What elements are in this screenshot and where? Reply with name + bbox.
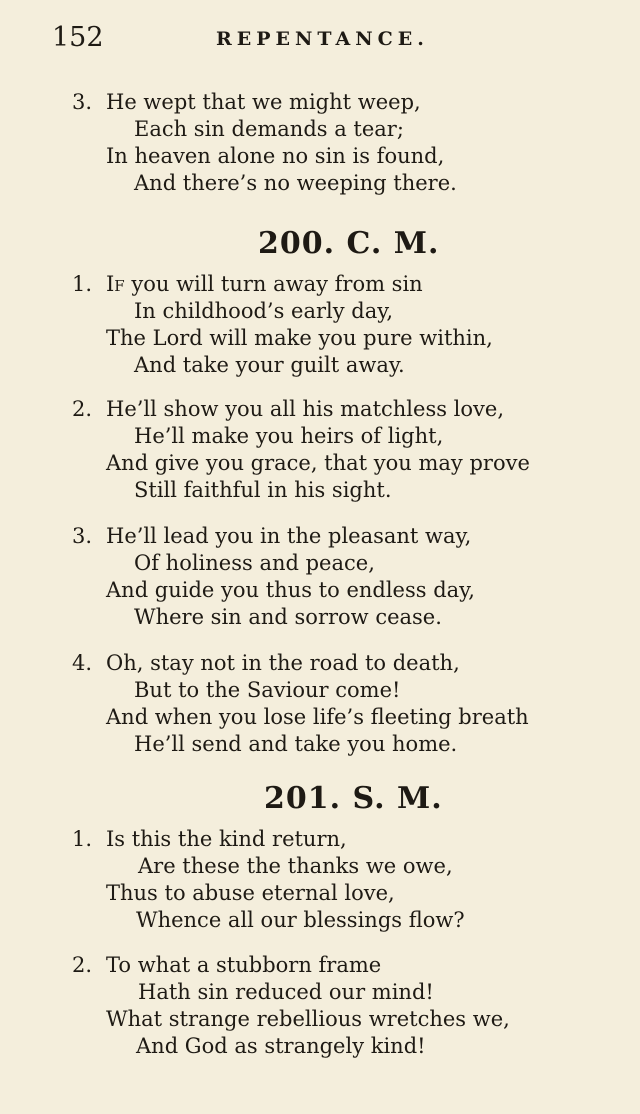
verse-line: Oh, stay not in the road to death, xyxy=(106,651,460,675)
verse-line xyxy=(106,271,423,297)
verse-line: He’ll send and take you home. xyxy=(134,732,458,756)
stanza-number: 3. xyxy=(72,90,93,114)
stanza-number: 4. xyxy=(72,651,93,675)
verse-line: And guide you thus to endless day, xyxy=(106,578,475,602)
verse-line: He’ll make you heirs of light, xyxy=(134,424,444,448)
stanza-number: 1. xyxy=(72,827,93,851)
stanza-number: 2. xyxy=(72,953,93,977)
first-word: If xyxy=(106,272,125,296)
verse-line: And give you grace, that you may prove xyxy=(106,451,530,475)
verse-line: To what a stubborn frame xyxy=(106,953,382,977)
verse-line: And God as strangely kind! xyxy=(136,1034,426,1058)
stanza-number: 2. xyxy=(72,397,93,421)
verse-line: Hath sin reduced our mind! xyxy=(138,980,434,1004)
running-head: REPENTANCE. xyxy=(216,28,429,50)
verse-line: In heaven alone no sin is found, xyxy=(106,144,445,168)
verse-line: But to the Saviour come! xyxy=(134,678,401,702)
verse-line: The Lord will make you pure within, xyxy=(106,326,493,350)
verse-line: He’ll show you all his matchless love, xyxy=(106,397,505,421)
hymn-201-title: 201. S. M. xyxy=(264,781,443,816)
verse-line: And take your guilt away. xyxy=(134,353,405,377)
verse-line: And there’s no weeping there. xyxy=(134,171,457,195)
verse-line-rest: you will turn away from sin xyxy=(124,272,423,296)
verse-line: Thus to abuse eternal love, xyxy=(106,881,395,905)
verse-line: He wept that we might weep, xyxy=(106,90,421,114)
stanza-number: 1. xyxy=(72,272,93,296)
hymn-200-title: 200. C. M. xyxy=(258,226,440,261)
verse-line: Where sin and sorrow cease. xyxy=(134,605,442,629)
verse-line: He’ll lead you in the pleasant way, xyxy=(106,524,472,548)
verse-line: Whence all our blessings flow? xyxy=(136,908,465,932)
verse-line: What strange rebellious wretches we, xyxy=(106,1007,510,1031)
verse-line: Each sin demands a tear; xyxy=(134,117,404,141)
verse-line: Is this the kind return, xyxy=(106,827,347,851)
verse-line: Are these the thanks we owe, xyxy=(138,854,453,878)
verse-line: And when you lose life’s fleeting breath xyxy=(106,705,529,729)
stanza-number: 3. xyxy=(72,524,93,548)
verse-line: In childhood’s early day, xyxy=(134,299,393,323)
verse-line: Still faithful in his sight. xyxy=(134,478,392,502)
verse-line: Of holiness and peace, xyxy=(134,551,375,575)
page-number: 152 xyxy=(52,22,104,53)
